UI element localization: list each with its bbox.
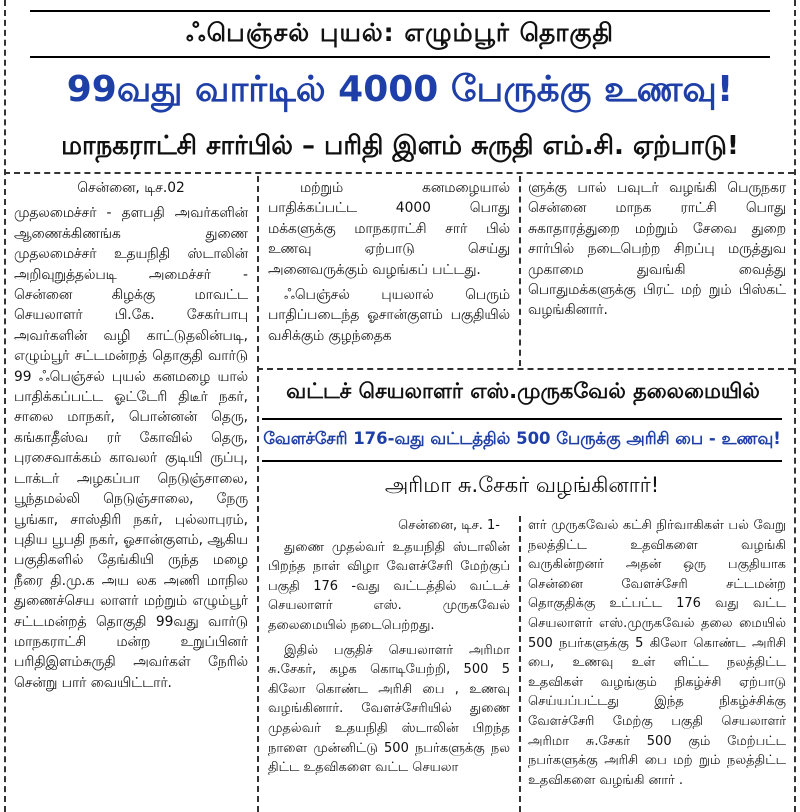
second-story-paragraph: இதில் பகுதிச் செயலாளர் அரிமா சு.சேகர், கழக கொடியேற்றி, 500 5 கிலோ கொண்ட அரிசி பை , உணவு வழங்கினார். வேளச்சேரியில் துணை முதல்வர் உதயநிதி ஸ்டாலின் பிறந்த நாளை முன்னிட்டு 500 நபர்களுக்கு நல திட்ட உதவிகளை வட்ட செயலா (268, 642, 510, 776)
main-story-paragraph: ஃபெஞ்சல் புயலால் பெரும் பாதிப்படைந்த ஓசான்குளம் பகுதியில் வசிக்கும் குழந்தைக (268, 287, 510, 344)
main-story-column-2 (268, 178, 510, 346)
page-border-right (794, 0, 796, 812)
page-border-left (4, 0, 6, 812)
main-story-dateline: சென்னை, டிச.02 (77, 180, 185, 196)
column-divider-1 (257, 176, 259, 812)
main-story-column-3 (528, 178, 786, 321)
header-divider (4, 172, 794, 174)
second-story-paragraph: ளர் முருகவேல் கட்சி நிர்வாகிகள் பல் வேறு நலத்திட்ட உதவிகளை வழங்கி வருகின்றனர் அதன் ஒரு பகுதியாக சென்னை வேளச்சேரி சட்டமன்ற தொகுதிக்கு உட்பட்ட 176 வது வட்ட செயலாளர் எஸ்.முருகவேல் தலை மையில் 500 நபர்களுக்கு 5 கிலோ கொண்ட அரிசி பை, உணவு உள் ளிட்ட நலத்திட்ட உதவிகள் வழங்கும் நிகழ்ச்சி ஏற்பாடு செய்யப்பட்டது இந்த நிகழ்ச்சிக்கு வேளச்சேரி மேற்கு பகுதி செயலாளர் அரிமா சு.சேகர் 500 கும் மேற்பட்ட நபர்களுக்கு அரிசி பை மற் றும் நலத்திட்ட உதவிகளை வழங்கி னார் . (528, 518, 786, 788)
column-divider-2 (519, 176, 521, 366)
main-story-paragraph: முதலமைச்சர் - தளபதி அவர்களின் ஆணைக்கிணங்க துணை முதலமைச்சர் உதயநிதி ஸ்டாலின் அறிவுறுத்தல்படி அமைச்சர் - சென்னை கிழக்கு மாவட்ட செயலாளர் பி.கே. சேகர்பாபு அவர்களின் வழி காட்டுதலின்படி, எழும்பூர் சட்டமன்றத் தொகுதி வார்டு 99 ஃபெஞ்சல் புயல் கனமழை யால் பாதிக்கப்பட்ட ஓட்டேரி திடீர் நகர், சாலை மாநகர், பொன்னன் தெரு, கங்காதீஸ்வ ரர் கோவில் தெரு, புரசைவாக்கம் காவலர் குடியி ருப்பு, டாக்டர் அழகப்பா நெடுஞ்சாலை, பூந்தமல்லி நெடுஞ்சாலை, நேரு பூங்கா, சாஸ்திரி நகர், புல்லாபுரம், புதிய பூபதி நகர், ஓசான்குளம், ஆகிய பகுதிகளில் தேங்கியி ருந்த மழை நீரை தி.மு.க அய லக அணி மாநில துணைச்செய லாளர் மற்றும் எழும்பூர் சட்டமன்றத் தொகுதி 99வது வார்டு மாநகராட்சி மன்ற உறுப்பினர் பரிதிஇளம்சுருதி அவர்கள் நேரில் சென்று பார் வையிட்டார். (14, 205, 248, 691)
story-kicker: ஃபெஞ்சல் புயல்: எழும்பூர் தொகுதி (30, 10, 770, 58)
story-subheadline: மாநகராட்சி சார்பில் – பரிதி இளம் சுருதி எம்.சி. ஏற்பாடு! (61, 130, 739, 161)
second-story-title: வேளச்சேரி 176-வது வட்டத்தில் 500 பேருக்கு அரிசி பை - உணவு! (262, 418, 782, 462)
second-story-top-border (257, 368, 794, 370)
second-story-column-1 (268, 516, 510, 778)
second-story-column-2 (528, 516, 786, 790)
story-headline: 99வது வார்டில் 4000 பேருக்கு உணவு! (66, 69, 734, 110)
main-story-paragraph: ளுக்கு பால் பவுடர் வழங்கி பெருநகர சென்னை மாநக ராட்சி பொது சுகாதாரத்துறை மற்றும் சேவை துறை சார்பில் நடைபெற்ற சிறப்பு மருத்துவ முகாமை துவங்கி வைத்து பொதுமக்களுக்கு பிரட் மற் றும் பிஸ்கட் வழங்கினார். (528, 180, 786, 319)
main-story-column-1 (14, 178, 248, 693)
second-story-byline: அரிமா சு.சேகர் வழங்கினார்! (384, 472, 660, 497)
second-story-paragraph: துணை முதல்வர் உதயநிதி ஸ்டாலின் பிறந்த நாள் விழா வேளச்சேரி மேற்குப் பகுதி 176 -வது வட்டத்தில் வட்டச் செயலாளர் எஸ். முருகவேல் தலைமையில் நடைபெற்றது. (268, 539, 510, 633)
second-story-dateline: சென்னை, டிச. 1- (398, 518, 500, 533)
second-story-kicker: வட்டச் செயலாளர் எஸ்.முருகவேல் தலைமையில் (286, 378, 760, 403)
column-divider-3 (519, 516, 521, 812)
main-story-paragraph: மற்றும் கனமழையால் பாதிக்கப்பட்ட 4000 பொது மக்களுக்கு மாநகராட்சி சார் பில் உணவு ஏற்பாடு செய்து அனைவருக்கும் வழங்கப் பட்டது. (268, 180, 510, 278)
